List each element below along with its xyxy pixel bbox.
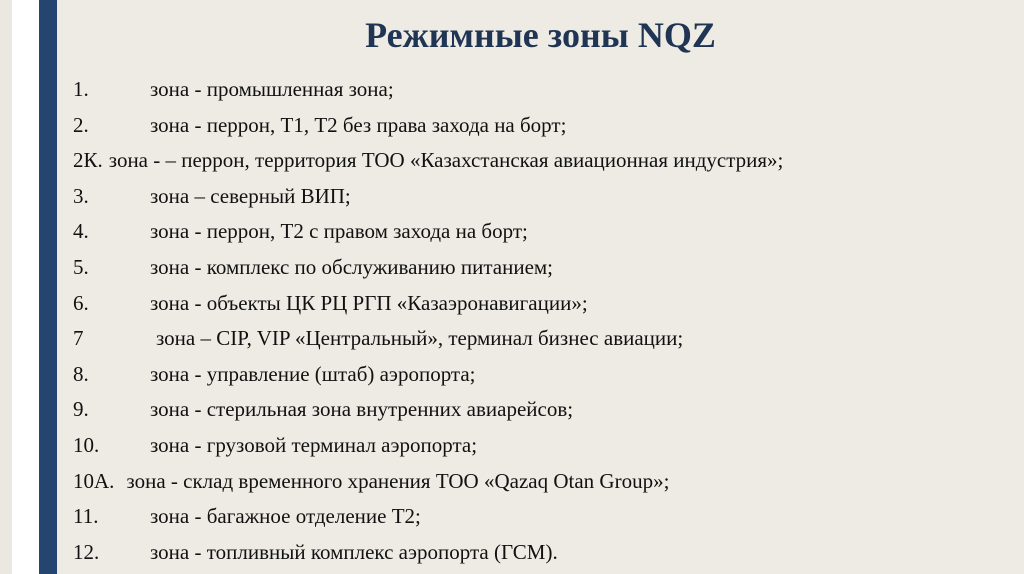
item-text: зона - перрон, Т1, Т2 без права захода на борт;	[150, 112, 567, 137]
item-number: 2К.	[73, 148, 103, 173]
list-item	[73, 250, 783, 286]
item-number: 6.	[73, 290, 89, 315]
item-number: 4.	[73, 219, 89, 244]
left-margin-strip	[0, 0, 12, 574]
list-item	[73, 286, 783, 322]
list-item	[73, 214, 783, 250]
list-item	[73, 108, 783, 144]
item-number: 10А.	[73, 468, 115, 493]
item-text: зона - грузовой терминал аэропорта;	[150, 432, 478, 457]
item-number: 8.	[73, 361, 89, 386]
content-panel	[57, 0, 1024, 574]
item-number: 2.	[73, 112, 89, 137]
slide-title: Режимные зоны NQZ	[365, 15, 716, 55]
list-item	[73, 72, 783, 108]
accent-bar	[39, 0, 57, 574]
list-item	[73, 392, 783, 428]
list-item	[73, 535, 783, 571]
zone-list	[73, 72, 783, 570]
item-text: зона – северный ВИП;	[150, 183, 351, 208]
list-item	[73, 179, 783, 215]
item-text: зона - комплекс по обслуживанию питанием;	[150, 254, 554, 279]
item-number: 10.	[73, 432, 100, 457]
item-text: зона - стерильная зона внутренних авиарейсов;	[150, 397, 574, 422]
list-item	[73, 428, 783, 464]
item-text: зона - объекты ЦК РЦ РГП «Казаэронавигации»;	[150, 290, 588, 315]
item-number: 1.	[73, 77, 89, 101]
list-item	[73, 321, 783, 357]
list-item	[73, 464, 783, 500]
item-number: 11.	[73, 504, 99, 529]
item-text: зона – CIP, VIP «Центральный», терминал бизнес авиации;	[156, 326, 684, 351]
item-number: 12.	[73, 539, 100, 564]
item-text: зона - промышленная зона;	[150, 77, 394, 101]
item-number: 9.	[73, 397, 89, 422]
list-item	[73, 499, 783, 535]
item-number: 3.	[73, 183, 89, 208]
item-text: зона - багажное отделение Т2;	[150, 504, 421, 529]
item-text: зона - управление (штаб) аэропорта;	[150, 361, 476, 386]
item-text: зона - топливный комплекс аэропорта (ГСМ).	[150, 539, 558, 564]
item-number: 7	[73, 326, 84, 351]
item-number: 5.	[73, 254, 89, 279]
item-text: зона - перрон, Т2 с правом захода на борт;	[150, 219, 528, 244]
item-text: зона - склад временного хранения ТОО «Qazaq Otan Group»;	[126, 468, 670, 493]
list-item	[73, 143, 783, 179]
list-item	[73, 357, 783, 393]
item-text: зона - – перрон, территория ТОО «Казахстанская авиационная индустрия»;	[108, 148, 784, 173]
